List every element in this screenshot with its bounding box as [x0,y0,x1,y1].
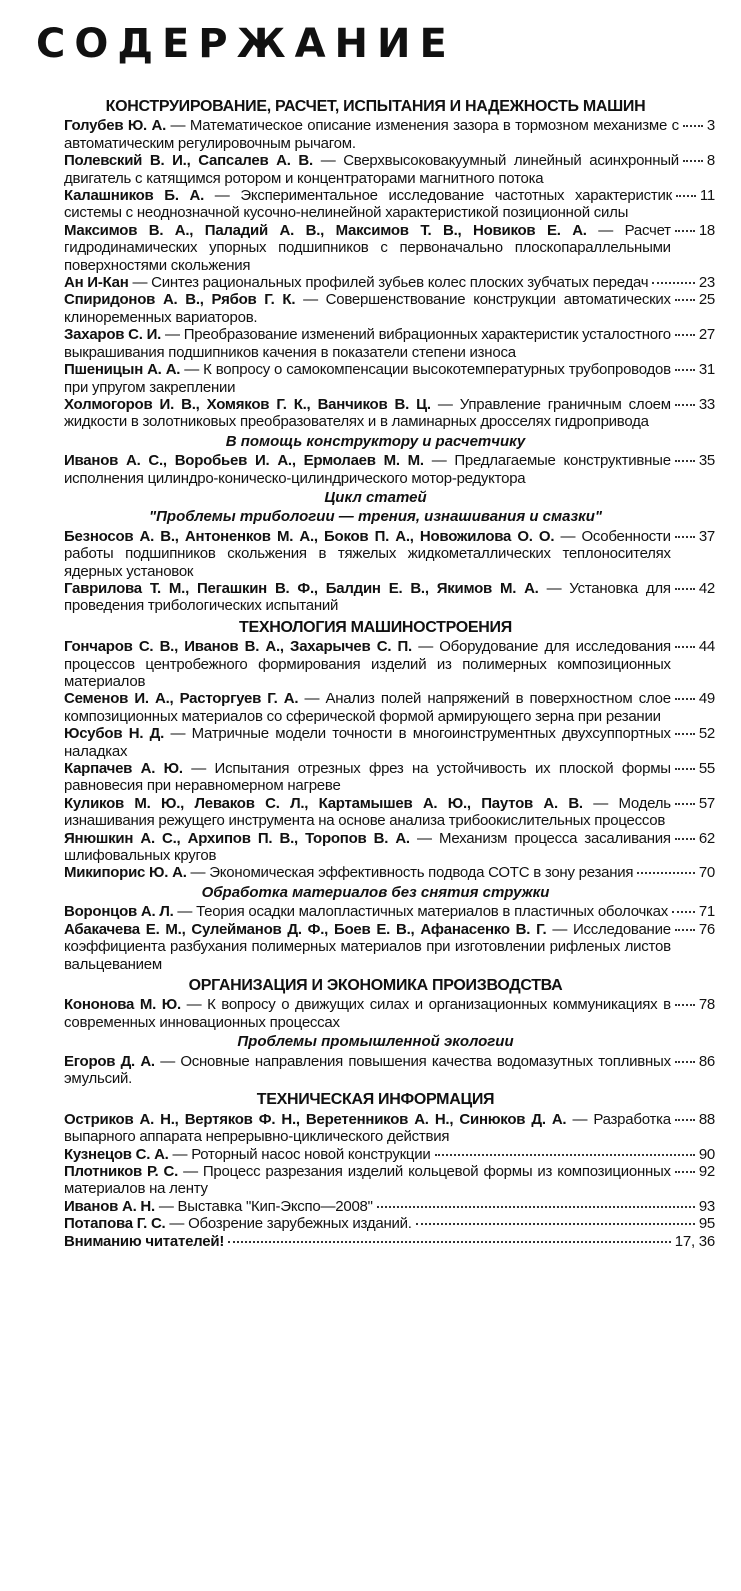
toc-entry-text [64,326,671,361]
entry-page-number: 78 [698,996,715,1014]
entry-dash: — [186,864,210,882]
toc-entry-text [64,864,633,881]
toc-entry[interactable] [36,528,715,580]
dot-leader [683,159,703,162]
toc-entry[interactable] [36,452,715,487]
dot-leader [675,1060,695,1063]
entry-title: Совершенствование конструкции автоматических клиноременных вариаторов. [64,291,671,326]
entry-dash: — [554,527,582,545]
toc-entry-row [64,638,715,690]
toc-entry-row [64,1215,715,1232]
entry-title: Теория осадки малопластичных материалов в пластичных оболочках [196,903,669,921]
entry-page-number: 27 [698,326,715,344]
entry-authors: Кононова М. Ю. [64,996,181,1014]
toc-entry-row [64,222,715,274]
entry-page-number: 11 [699,187,715,205]
entry-page-number: 25 [698,291,715,309]
entry-title: Матричные модели точности в многоинструментных двухсуппортных наладках [64,725,671,760]
toc-entry-row [64,580,715,615]
dot-leader [377,1205,695,1208]
entry-authors: Иванов А. С., Воробьев И. А., Ермолаев М. М. [64,452,424,470]
entry-authors: Вниманию читателей! [64,1232,225,1250]
section-heading: КОНСТРУИРОВАНИЕ, РАСЧЕТ, ИСПЫТАНИЯ И НАДЕЖНОСТЬ МАШИН [105,98,646,115]
toc-entry-row [64,361,715,396]
toc-entry[interactable] [36,1111,715,1146]
entry-title: Выставка "Кип-Экспо—2008" [177,1197,373,1215]
entry-dash: — [166,117,190,135]
toc-entry[interactable] [36,1053,715,1088]
entry-authors: Янюшкин А. С., Архипов П. В., Торопов В. А. [64,829,410,847]
entry-page-number: 62 [698,829,715,847]
entry-authors: Плотников Р. С. [64,1162,179,1180]
entry-authors: Пшеницын А. А. [64,361,181,379]
dot-leader [676,194,696,197]
dot-leader [652,281,695,284]
entry-authors: Максимов В. А., Паладий А. В., Максимов Т. В., Новиков Е. А. [64,221,587,239]
dot-leader [675,732,695,735]
entry-dash: — [168,1145,192,1163]
toc-entry[interactable] [36,830,715,865]
entry-dash: — [164,725,192,743]
entry-dash: — [128,274,152,292]
toc-entry-text [64,760,671,795]
toc-entry-row [64,396,715,431]
entry-authors: Воронцов А. Л. [64,903,174,921]
entry-page-number: 86 [698,1052,715,1070]
entry-title: Испытания отрезных фрез на устойчивость их плоской формы равновесия при неравномерном нагреве [64,760,671,795]
toc-entry-row [64,795,715,830]
section-heading: ТЕХНОЛОГИЯ МАШИНОСТРОЕНИЯ [239,618,512,636]
toc-entry[interactable] [36,903,715,920]
entry-title: Роторный насос новой конструкции [191,1145,431,1163]
entry-page-number: 18 [698,221,715,239]
entry-title: Установка для проведения трибологических испытаний [64,579,671,615]
entry-page-number: 90 [698,1145,715,1163]
toc-entry-row [64,187,715,222]
entry-title: Обозрение зарубежных изданий. [188,1215,412,1233]
toc-entry-row [64,1111,715,1146]
dot-leader [675,459,695,462]
toc-entry-text [64,1233,224,1250]
entry-page-number: 33 [698,395,715,413]
entry-authors: Микипорис Ю. А. [64,864,187,882]
section-heading: ТЕХНИЧЕСКАЯ ИНФОРМАЦИЯ [256,1091,495,1109]
entry-dash: — [298,690,326,708]
entry-authors: Голубев Ю. А. [64,117,167,135]
entry-title: Экономическая эффективность подвода СОТС в зону резания [209,864,634,882]
entry-page-number: 42 [698,579,715,597]
toc-entry[interactable] [36,291,715,326]
subsection-heading: Проблемы промышленной экологии [237,1033,514,1051]
toc-entry[interactable] [36,921,715,973]
toc-entry-row [64,452,715,487]
toc-entry-text [64,452,671,487]
toc-entry-text [64,1198,373,1215]
toc-entry-row [64,830,715,865]
dot-leader [416,1222,695,1225]
entry-authors: Холмогоров И. В., Хомяков Г. К., Ванчиков В. Ц. [64,395,431,413]
dot-leader [675,1170,695,1173]
entry-dash: — [538,579,570,597]
toc-entry[interactable] [36,690,715,725]
toc-entry-text [64,274,648,291]
toc-entry-text [64,152,679,187]
entry-page-number: 17, 36 [674,1232,715,1250]
toc-entry-row [64,921,715,973]
entry-title: Математическое описание изменения зазора в тормозном механизме с автоматическим регулировочным рычагом. [64,117,679,152]
toc-entry-row [64,1198,715,1215]
toc-entry[interactable] [36,1146,715,1163]
entry-authors: Захаров С. И. [64,326,162,344]
entry-page-number: 3 [706,117,715,135]
entry-page-number: 76 [698,920,715,938]
toc-entry-row [64,1233,715,1250]
toc-entry-text [64,795,671,830]
entry-page-number: 52 [698,725,715,743]
toc-entry-text [64,830,671,865]
dot-leader [675,928,695,931]
entry-title: К вопросу о самокомпенсации высокотемпературных трубопроводов при упругом закреплении [64,361,671,396]
entry-dash: — [586,221,625,239]
dot-leader [675,535,695,538]
dot-leader [683,124,703,127]
toc-entry-text [64,725,671,760]
dot-leader [435,1153,695,1156]
entry-authors: Спиридонов А. В., Рябов Г. К. [64,291,296,309]
entry-authors: Абакачева Е. М., Сулейманов Д. Ф., Боев Е. В., Афанасенко В. Г. [64,920,547,938]
entry-dash: — [312,152,344,170]
dot-leader [675,333,695,336]
subsection-heading: Цикл статей [324,488,427,506]
toc-entry-text [64,291,671,326]
entry-authors: Безносов А. В., Антоненков М. А., Боков П. А., Новожилова О. О. [64,527,555,545]
entry-page-number: 44 [698,638,715,656]
entry-title: Процесс разрезания изделий кольцевой формы из композиционных материалов на ленту [64,1162,671,1198]
entry-page-number: 55 [698,760,715,778]
entry-authors: Семенов И. А., Расторгуев Г. А. [64,690,299,708]
entry-dash: — [582,794,619,812]
dot-leader [675,229,695,232]
entry-dash: — [423,452,455,470]
toc-entry[interactable] [36,274,715,291]
entry-dash: — [178,1162,203,1180]
toc-entry[interactable] [36,725,715,760]
entry-page-number: 70 [698,864,715,882]
entry-authors: Куликов М. Ю., Леваков С. Л., Картамышев А. Ю., Паутов А. В. [64,794,583,812]
entry-page-number: 49 [698,690,715,708]
entry-dash: — [180,996,208,1014]
entry-page-number: 92 [698,1162,715,1180]
subsection-heading: В помощь конструктору и расчетчику [225,432,526,450]
toc-entry-row [64,528,715,580]
dot-leader [675,1003,695,1006]
toc-entry[interactable] [36,795,715,830]
entry-title: Предлагаемые конструктивные исполнения цилиндро-коническо-цилиндрического мотор-редуктора [64,452,671,487]
toc-entry[interactable] [36,396,715,431]
section-heading: ОРГАНИЗАЦИЯ И ЭКОНОМИКА ПРОИЗВОДСТВА [188,976,563,994]
entry-authors: Иванов А. Н. [64,1197,155,1215]
toc-entry[interactable] [36,1163,715,1198]
dot-leader [675,587,695,590]
entry-authors: Гаврилова Т. М., Пегашкин В. Ф., Балдин Е. В., Якимов М. А. [64,579,539,597]
dot-leader [672,910,695,913]
entry-dash: — [546,920,574,938]
toc-entry-text [64,690,671,725]
toc-entry[interactable] [36,1198,715,1215]
toc-entry[interactable] [36,580,715,615]
toc-entry[interactable] [36,117,715,152]
entry-page-number: 95 [698,1215,715,1233]
entry-authors: Остриков А. Н., Вертяков Ф. Н., Веретенников А. Н., Синюков Д. А. [64,1110,567,1128]
toc-entry-row [64,725,715,760]
dot-leader [637,871,695,874]
entry-authors: Егоров Д. А. [64,1052,155,1070]
page-title: СОДЕРЖАНИЕ [36,21,456,67]
entry-dash: — [161,326,184,344]
entry-title: Синтез рациональных профилей зубьев колес плоских зубчатых передач [151,274,649,292]
toc-entry-text [64,903,668,920]
entry-authors: Юсубов Н. Д. [64,725,165,743]
entry-dash: — [180,361,204,379]
entry-page-number: 93 [698,1197,715,1215]
entry-title: Экспериментальное исследование частотных характеристик системы с неоднозначной кусочно-нелинейной характеристикой позиционной силы [64,187,672,222]
entry-authors: Гончаров С. В., Иванов В. А., Захарычев С. П. [64,638,412,656]
toc-entry[interactable] [36,996,715,1031]
toc-entry-row [64,117,715,152]
toc-entry[interactable] [36,152,715,187]
toc-entry-row [64,326,715,361]
toc-entry-text [64,361,671,396]
entry-title: Модель изнашивания режущего инструмента на основе анализа трибоокислительных процессов [64,794,671,830]
entry-page-number: 31 [698,361,715,379]
dot-leader [675,802,695,805]
entry-page-number: 71 [698,903,715,921]
dot-leader [675,837,695,840]
entry-dash: — [409,829,439,847]
toc-entry-row [64,690,715,725]
toc-entry[interactable] [36,760,715,795]
entry-dash: — [411,638,440,656]
toc-entry[interactable] [36,1215,715,1232]
toc-entry[interactable] [36,1233,715,1250]
toc-entry-text [64,396,671,431]
entry-page-number: 37 [698,527,715,545]
entry-authors: Потапова Г. С. [64,1215,166,1233]
subsection-heading: Обработка материалов без снятия стружки [201,883,550,901]
dot-leader [675,767,695,770]
toc-entry[interactable] [36,187,715,222]
toc-entry-text [64,528,671,580]
toc-entry-text [64,580,671,615]
dot-leader [675,697,695,700]
entry-dash: — [173,903,197,921]
toc-entry-text [64,996,671,1031]
entry-dash: — [295,291,326,309]
entry-page-number: 23 [698,274,715,292]
entry-dash: — [566,1110,594,1128]
toc-entry[interactable] [36,361,715,396]
toc-entry-row [64,1163,715,1198]
toc-entry[interactable] [36,638,715,690]
toc-entry-text [64,1111,671,1146]
toc-entry-text [64,117,679,152]
entry-title: Особенности работы подшипников скольжения в тяжелых жидкометаллических теплоносителях ядерных установок [64,527,671,580]
entry-dash: — [165,1215,189,1233]
toc-entry-text [64,1053,671,1088]
toc-entry-text [64,222,671,274]
toc-entry-row [64,1053,715,1088]
toc-entry[interactable] [36,864,715,881]
toc-entry-text [64,638,671,690]
entry-page-number: 57 [698,794,715,812]
toc-entry-text [64,1215,412,1232]
entry-dash: — [204,187,241,205]
toc-entry[interactable] [36,222,715,274]
toc-entry-row [64,274,715,291]
entry-page-number: 8 [706,152,715,170]
entry-authors: Кузнецов С. А. [64,1145,169,1163]
toc-entry-row [64,903,715,920]
entry-title: Разработка выпарного аппарата непрерывно-циклического действия [64,1110,671,1146]
dot-leader [675,1118,695,1121]
entry-title: Механизм процесса засаливания шлифовальных кругов [64,829,671,865]
table-of-contents [36,98,715,1250]
toc-entry-text [64,187,672,222]
entry-title: Расчет гидродинамических упорных подшипников с первоначально плоскопараллельными поверхностями скольжения [64,221,671,274]
dot-leader [675,645,695,648]
entry-title: Исследование коэффициента разбухания полимерных материалов при изготовлении рифленых листов вальцеванием [64,920,671,973]
toc-entry-row [64,996,715,1031]
entry-title: Преобразование изменений вибрационных характеристик усталостного выкрашивания подшипников качения в показатели степени износа [64,326,671,361]
subsection-heading: "Проблемы трибологии — трения, изнашивания и смазки" [149,508,602,526]
entry-page-number: 88 [698,1110,715,1128]
entry-title: К вопросу о движущих силах и организационных коммуникациях в современных инновационных процессах [64,996,671,1031]
entry-title: Управление граничным слоем жидкости в золотниковых преобразователях и в ламинарных дросселях гидропривода [64,395,671,431]
entry-dash: — [430,395,460,413]
toc-entry-text [64,1146,431,1163]
dot-leader [675,403,695,406]
dot-leader [675,368,695,371]
toc-entry-row [64,864,715,881]
entry-title: Сверхвысоковакуумный линейный асинхронный двигатель с катящимся ротором и концентраторами магнитного потока [64,152,679,187]
toc-entry-text [64,1163,671,1198]
dot-leader [675,298,695,301]
entry-title: Основные направления повышения качества водомазутных топливных эмульсий. [64,1052,671,1087]
entry-authors: Калашников Б. А. [64,187,205,205]
toc-entry-row [64,1146,715,1163]
entry-authors: Полевский В. И., Сапсалев А. В. [64,152,313,170]
entry-dash: — [154,1052,181,1070]
entry-authors: Карпачев А. Ю. [64,760,183,778]
entry-page-number: 35 [698,452,715,470]
dot-leader [228,1240,671,1243]
entry-dash: — [182,760,215,778]
entry-title: Оборудование для исследования процессов центробежного формирования изделий из полимерных композиционных материалов [64,638,671,690]
toc-entry-row [64,152,715,187]
toc-entry-text [64,921,671,973]
entry-title: Анализ полей напряжений в поверхностном слое композиционных материалов со сферической формой армирующего зерна при резании [64,690,671,725]
entry-authors: Ан И-Кан [64,274,129,292]
toc-entry-row [64,760,715,795]
entry-dash: — [154,1197,178,1215]
toc-entry[interactable] [36,326,715,361]
toc-entry-row [64,291,715,326]
